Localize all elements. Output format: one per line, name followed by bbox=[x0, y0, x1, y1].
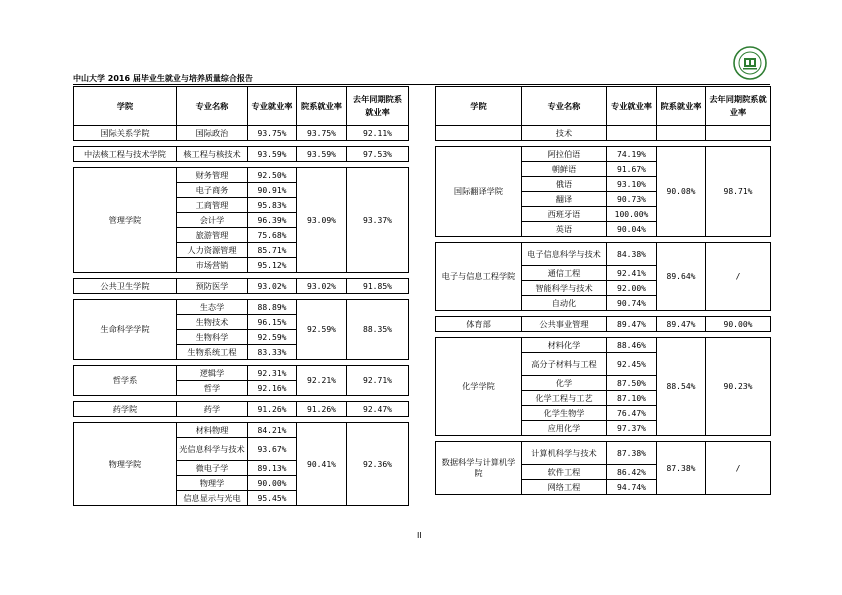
college-rate-cell: 91.26% bbox=[297, 402, 347, 417]
major-cell: 英语 bbox=[522, 222, 607, 237]
major-rate-cell: 95.83% bbox=[248, 198, 297, 213]
major-cell: 智能科学与技术 bbox=[522, 281, 607, 296]
major-rate-cell: 96.15% bbox=[248, 315, 297, 330]
major-cell: 工商管理 bbox=[177, 198, 248, 213]
college-cell: 生命科学学院 bbox=[74, 300, 177, 360]
major-cell: 技术 bbox=[522, 126, 607, 141]
college-cell: 公共卫生学院 bbox=[74, 279, 177, 294]
college-cell: 管理学院 bbox=[74, 168, 177, 273]
major-rate-cell bbox=[607, 126, 657, 141]
table-row bbox=[74, 402, 409, 417]
college-cell: 哲学系 bbox=[74, 366, 177, 396]
major-rate-cell: 97.37% bbox=[607, 421, 657, 436]
college-cell: 物理学院 bbox=[74, 423, 177, 506]
college-rate-cell: 92.21% bbox=[297, 366, 347, 396]
table-row bbox=[74, 147, 409, 162]
col-major: 专业名称 bbox=[522, 87, 607, 126]
report-title: 中山大学 2016 届毕业生就业与培养质量综合报告 bbox=[73, 74, 253, 83]
col-last-year-rate: 去年同期院系就业率 bbox=[347, 87, 409, 126]
major-rate-cell: 90.73% bbox=[607, 192, 657, 207]
major-rate-cell: 94.74% bbox=[607, 480, 657, 495]
last-year-rate-cell: 91.85% bbox=[347, 279, 409, 294]
major-rate-cell: 92.00% bbox=[607, 281, 657, 296]
major-cell: 旅游管理 bbox=[177, 228, 248, 243]
college-rate-cell: 88.54% bbox=[657, 338, 706, 436]
major-rate-cell: 100.00% bbox=[607, 207, 657, 222]
major-rate-cell: 90.04% bbox=[607, 222, 657, 237]
college-rate-cell: 92.59% bbox=[297, 300, 347, 360]
college-rate-cell: 93.02% bbox=[297, 279, 347, 294]
col-last-year-rate: 去年同期院系就业率 bbox=[706, 87, 771, 126]
major-cell: 微电子学 bbox=[177, 461, 248, 476]
table-row bbox=[436, 126, 771, 141]
table-row bbox=[436, 338, 771, 353]
major-rate-cell: 92.50% bbox=[248, 168, 297, 183]
major-cell: 电子商务 bbox=[177, 183, 248, 198]
college-rate-cell: 90.41% bbox=[297, 423, 347, 506]
major-cell: 药学 bbox=[177, 402, 248, 417]
major-rate-cell: 83.33% bbox=[248, 345, 297, 360]
college-rate-cell: 93.75% bbox=[297, 126, 347, 141]
major-cell: 高分子材料与工程 bbox=[522, 353, 607, 376]
major-rate-cell: 95.45% bbox=[248, 491, 297, 506]
major-rate-cell: 95.12% bbox=[248, 258, 297, 273]
major-rate-cell: 89.13% bbox=[248, 461, 297, 476]
major-cell: 材料化学 bbox=[522, 338, 607, 353]
table-row bbox=[74, 300, 409, 315]
college-rate-cell: 89.64% bbox=[657, 243, 706, 311]
major-rate-cell: 92.16% bbox=[248, 381, 297, 396]
col-major: 专业名称 bbox=[177, 87, 248, 126]
college-cell: 中法核工程与技术学院 bbox=[74, 147, 177, 162]
table-row bbox=[436, 442, 771, 465]
major-rate-cell: 92.45% bbox=[607, 353, 657, 376]
major-rate-cell: 93.67% bbox=[248, 438, 297, 461]
major-rate-cell: 96.39% bbox=[248, 213, 297, 228]
college-cell: 体育部 bbox=[436, 317, 522, 332]
major-rate-cell: 88.89% bbox=[248, 300, 297, 315]
major-cell: 生物技术 bbox=[177, 315, 248, 330]
major-rate-cell: 90.00% bbox=[248, 476, 297, 491]
last-year-rate-cell: 93.37% bbox=[347, 168, 409, 273]
major-rate-cell: 75.68% bbox=[248, 228, 297, 243]
major-cell: 信息显示与光电 bbox=[177, 491, 248, 506]
major-rate-cell: 90.74% bbox=[607, 296, 657, 311]
major-rate-cell: 84.38% bbox=[607, 243, 657, 266]
last-year-rate-cell: 92.71% bbox=[347, 366, 409, 396]
major-rate-cell: 92.59% bbox=[248, 330, 297, 345]
last-year-rate-cell: 90.00% bbox=[706, 317, 771, 332]
major-rate-cell: 90.91% bbox=[248, 183, 297, 198]
major-rate-cell: 93.59% bbox=[248, 147, 297, 162]
college-rate-cell: 87.38% bbox=[657, 442, 706, 495]
college-rate-cell: 93.59% bbox=[297, 147, 347, 162]
college-rate-cell bbox=[657, 126, 706, 141]
major-cell: 应用化学 bbox=[522, 421, 607, 436]
last-year-rate-cell: / bbox=[706, 442, 771, 495]
major-cell: 网络工程 bbox=[522, 480, 607, 495]
major-rate-cell: 92.31% bbox=[248, 366, 297, 381]
major-rate-cell: 84.21% bbox=[248, 423, 297, 438]
major-cell: 生物系统工程 bbox=[177, 345, 248, 360]
last-year-rate-cell bbox=[706, 126, 771, 141]
table-row bbox=[74, 366, 409, 381]
table-row bbox=[74, 126, 409, 141]
col-college: 学院 bbox=[74, 87, 177, 126]
major-rate-cell: 74.19% bbox=[607, 147, 657, 162]
last-year-rate-cell: 92.47% bbox=[347, 402, 409, 417]
major-cell: 通信工程 bbox=[522, 266, 607, 281]
last-year-rate-cell: 98.71% bbox=[706, 147, 771, 237]
major-cell: 材料物理 bbox=[177, 423, 248, 438]
university-logo-icon bbox=[733, 46, 767, 80]
college-rate-cell: 90.08% bbox=[657, 147, 706, 237]
college-cell bbox=[436, 126, 522, 141]
last-year-rate-cell: 97.53% bbox=[347, 147, 409, 162]
major-cell: 光信息科学与技术 bbox=[177, 438, 248, 461]
col-college: 学院 bbox=[436, 87, 522, 126]
major-cell: 生物科学 bbox=[177, 330, 248, 345]
college-cell: 药学院 bbox=[74, 402, 177, 417]
college-cell: 国际翻译学院 bbox=[436, 147, 522, 237]
major-cell: 预防医学 bbox=[177, 279, 248, 294]
major-rate-cell: 85.71% bbox=[248, 243, 297, 258]
major-rate-cell: 87.38% bbox=[607, 442, 657, 465]
major-rate-cell: 91.67% bbox=[607, 162, 657, 177]
table-row bbox=[436, 243, 771, 266]
college-cell: 国际关系学院 bbox=[74, 126, 177, 141]
major-cell: 自动化 bbox=[522, 296, 607, 311]
title-rule bbox=[73, 84, 770, 85]
col-college-rate: 院系就业率 bbox=[657, 87, 706, 126]
major-rate-cell: 86.42% bbox=[607, 465, 657, 480]
major-rate-cell: 93.10% bbox=[607, 177, 657, 192]
table-row bbox=[74, 168, 409, 183]
table-row bbox=[74, 423, 409, 438]
major-cell: 核工程与核技术 bbox=[177, 147, 248, 162]
major-rate-cell: 92.41% bbox=[607, 266, 657, 281]
col-major-rate: 专业就业率 bbox=[607, 87, 657, 126]
major-cell: 化学 bbox=[522, 376, 607, 391]
major-cell: 逻辑学 bbox=[177, 366, 248, 381]
major-cell: 朝鲜语 bbox=[522, 162, 607, 177]
college-rate-cell: 89.47% bbox=[657, 317, 706, 332]
major-rate-cell: 87.50% bbox=[607, 376, 657, 391]
major-cell: 俄语 bbox=[522, 177, 607, 192]
major-cell: 国际政治 bbox=[177, 126, 248, 141]
major-cell: 人力资源管理 bbox=[177, 243, 248, 258]
major-cell: 财务管理 bbox=[177, 168, 248, 183]
table-row bbox=[436, 147, 771, 162]
col-major-rate: 专业就业率 bbox=[248, 87, 297, 126]
major-cell: 电子信息科学与技术 bbox=[522, 243, 607, 266]
page-number: II bbox=[417, 531, 422, 540]
last-year-rate-cell: 88.35% bbox=[347, 300, 409, 360]
table-row bbox=[74, 279, 409, 294]
major-cell: 物理学 bbox=[177, 476, 248, 491]
table-row bbox=[436, 317, 771, 332]
last-year-rate-cell: 92.11% bbox=[347, 126, 409, 141]
college-cell: 电子与信息工程学院 bbox=[436, 243, 522, 311]
major-cell: 公共事业管理 bbox=[522, 317, 607, 332]
major-rate-cell: 93.02% bbox=[248, 279, 297, 294]
major-cell: 市场营销 bbox=[177, 258, 248, 273]
major-cell: 化学工程与工艺 bbox=[522, 391, 607, 406]
last-year-rate-cell: 90.23% bbox=[706, 338, 771, 436]
college-cell: 数据科学与计算机学院 bbox=[436, 442, 522, 495]
major-rate-cell: 88.46% bbox=[607, 338, 657, 353]
major-rate-cell: 91.26% bbox=[248, 402, 297, 417]
major-cell: 化学生物学 bbox=[522, 406, 607, 421]
major-cell: 西班牙语 bbox=[522, 207, 607, 222]
college-rate-cell: 93.09% bbox=[297, 168, 347, 273]
employment-table-right bbox=[435, 86, 771, 495]
major-cell: 哲学 bbox=[177, 381, 248, 396]
col-college-rate: 院系就业率 bbox=[297, 87, 347, 126]
major-rate-cell: 76.47% bbox=[607, 406, 657, 421]
major-rate-cell: 93.75% bbox=[248, 126, 297, 141]
last-year-rate-cell: / bbox=[706, 243, 771, 311]
major-rate-cell: 87.10% bbox=[607, 391, 657, 406]
major-cell: 翻译 bbox=[522, 192, 607, 207]
employment-table-left bbox=[73, 86, 409, 506]
college-cell: 化学学院 bbox=[436, 338, 522, 436]
major-cell: 生态学 bbox=[177, 300, 248, 315]
major-cell: 会计学 bbox=[177, 213, 248, 228]
major-rate-cell: 89.47% bbox=[607, 317, 657, 332]
major-cell: 阿拉伯语 bbox=[522, 147, 607, 162]
last-year-rate-cell: 92.36% bbox=[347, 423, 409, 506]
major-cell: 软件工程 bbox=[522, 465, 607, 480]
major-cell: 计算机科学与技术 bbox=[522, 442, 607, 465]
